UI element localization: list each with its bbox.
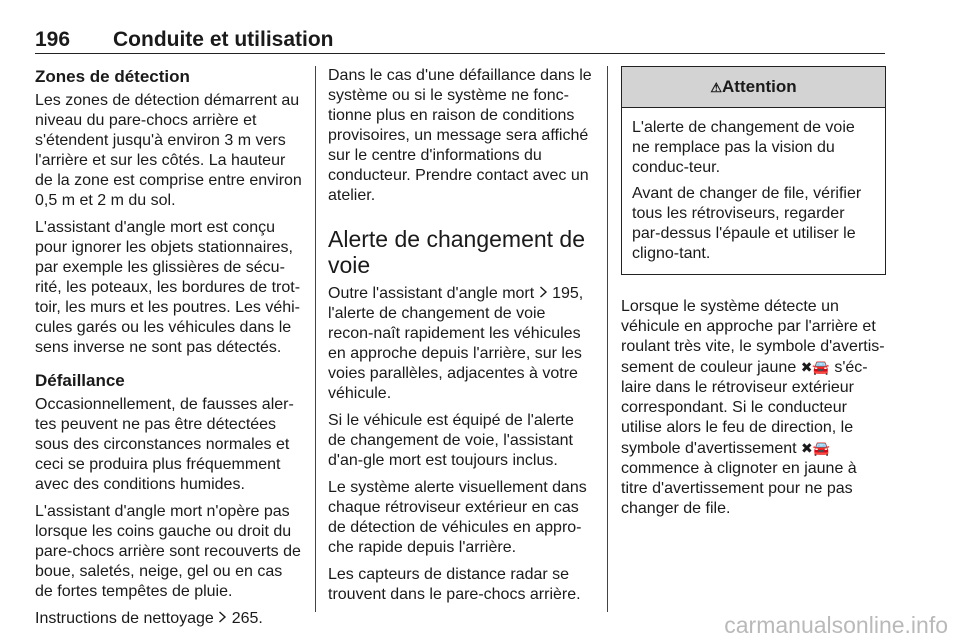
- paragraph: L'assistant d'angle mort n'opère pas lorsque les coins gauche ou droit du pare-chocs arrière sont recouverts de boue, saletés, neige, gel ou en cas de fortes tempêtes de pluie.: [35, 503, 301, 600]
- page-reference-arrow-icon[interactable]: [218, 610, 227, 627]
- page-reference-arrow-icon[interactable]: [539, 285, 548, 302]
- watermark: carmanualsonline.info: [724, 612, 948, 638]
- page-reference[interactable]: 265.: [231, 610, 263, 627]
- blind-spot-car-icon: ✖🚘: [801, 440, 831, 456]
- paragraph: Les zones de détection démarrent au niveau du pare-chocs arrière et s'étendent jusqu'à environ 3 m vers l'arrière et sur les côtés. La hauteur de la zone est comprise entre environ 0,5 m et 2 m du sol.: [35, 92, 302, 209]
- column-right: [621, 66, 886, 526]
- heading-failure: Défaillance: [35, 371, 125, 390]
- warning-paragraph: Avant de changer de file, vérifier tous les rétroviseurs, regarder par-dessus l'épaule et utiliser le cligno-tant.: [632, 185, 862, 262]
- warning-triangle-icon: ⚠: [710, 80, 723, 95]
- warning-box: [621, 66, 886, 275]
- heading-lane-change-alert: Alerte de changement de voie: [328, 226, 586, 278]
- paragraph: Lorsque le système détecte un véhicule en approche par l'arrière et roulant très vite, le symbole d'avertis-sement de couleur jaune ✖🚘 s'éc-laire dans le rétroviseur extérieur correspondant. Si le conducteur utilise alors le feu de direction, le symbole d'avertissement ✖🚘 commence à clignoter en jaune à titre d'avertissement pour ne pas changer de file.: [621, 298, 885, 517]
- header-rule: [35, 53, 885, 54]
- column-divider: [315, 66, 316, 612]
- paragraph: L'assistant d'angle mort est conçu pour ignorer les objets stationnaires, par exemple les glissières de sécu-rité, les poteaux, les bordures de trot-toir, les murs et les poutres. Les véhi-cules garés ou les véhicules dans le sens inverse ne sont pas détectés.: [35, 219, 301, 356]
- paragraph: Les capteurs de distance radar se trouvent dans le pare-chocs arrière.: [328, 566, 581, 603]
- column-left: [35, 66, 303, 636]
- warning-paragraph: L'alerte de changement de voie ne remplace pas la vision du conduc-teur.: [632, 119, 855, 176]
- paragraph: Outre l'assistant d'angle mort 195, l'alerte de changement de voie recon-naît rapidement les véhicules en approche depuis l'arrière, sur les voies parallèles, adjacentes à votre véhicule.: [328, 285, 584, 402]
- paragraph: Dans le cas d'une défaillance dans le système ou si le système ne fonc-tionne plus en raison de conditions provisoires, un message sera affiché sur le centre d'informations du conducteur. Prendre contact avec un atelier.: [328, 67, 592, 204]
- blind-spot-car-icon: ✖🚘: [800, 359, 830, 375]
- paragraph-cleaning: Instructions de nettoyage 265.: [35, 610, 263, 627]
- paragraph: Si le véhicule est équipé de l'alerte de changement de voie, l'assistant d'an-gle mort est toujours inclus.: [328, 412, 574, 469]
- paragraph: Occasionnellement, de fausses aler-tes peuvent ne pas être détectées sous des circonstances normales et ceci se produira plus fréquemment avec des conditions humides.: [35, 396, 294, 493]
- column-middle: [328, 66, 593, 612]
- paragraph: Le système alerte visuellement dans chaque rétroviseur extérieur en cas de détection de véhicules en appro-che rapide depuis l'arrière.: [328, 479, 587, 556]
- chapter-title: Conduite et utilisation: [113, 28, 334, 51]
- page-number: 196: [35, 28, 71, 51]
- warning-title: Attention: [722, 77, 797, 96]
- warning-body: [622, 108, 885, 274]
- heading-detection-zones: Zones de détection: [35, 67, 190, 86]
- page-reference[interactable]: 195,: [552, 285, 584, 302]
- page-header: [35, 28, 885, 52]
- warning-header: [622, 67, 885, 108]
- column-divider: [607, 66, 608, 612]
